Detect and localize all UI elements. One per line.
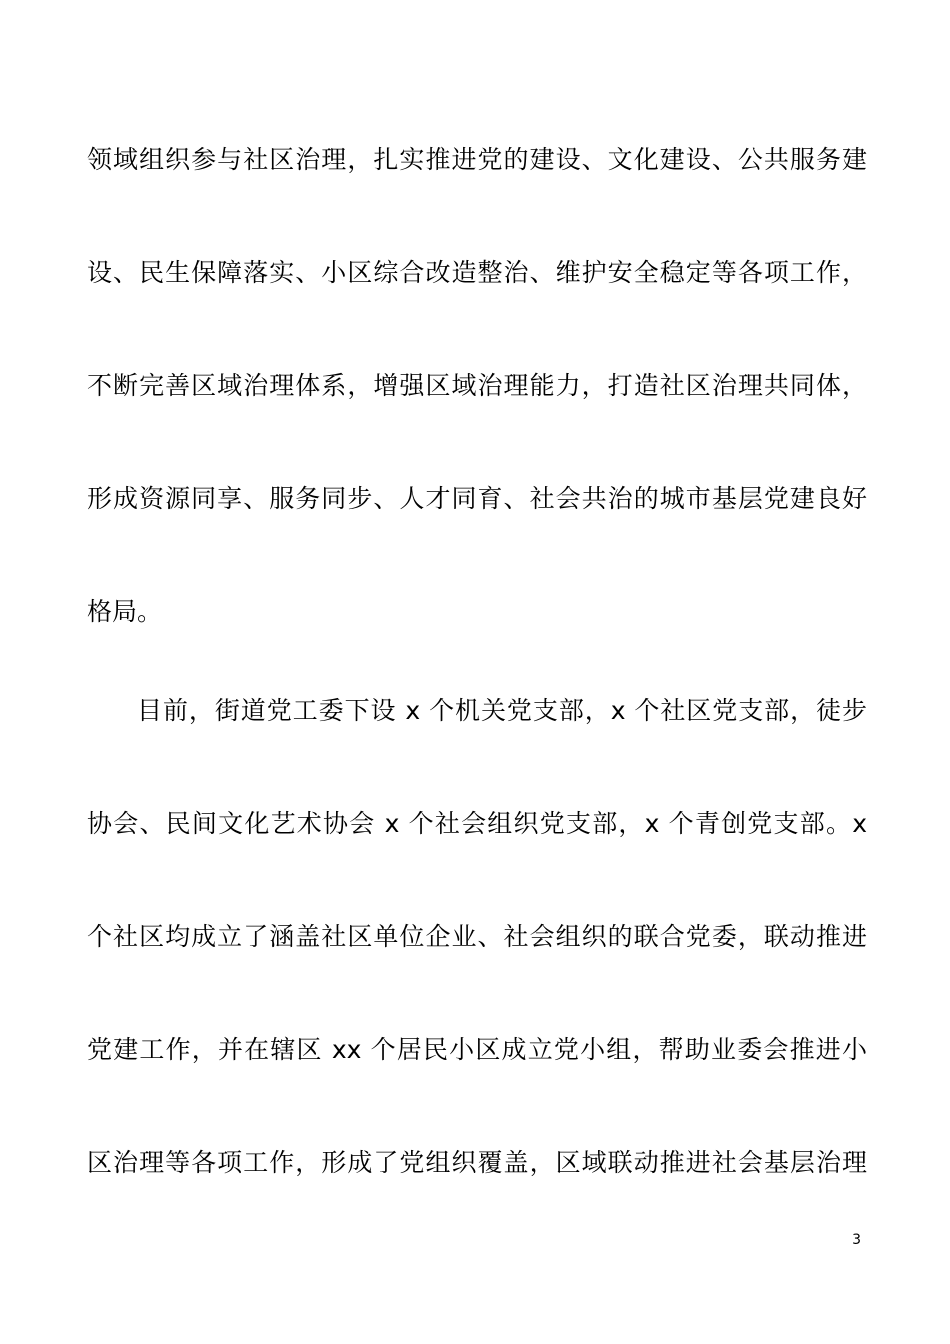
paragraph-1-line-5: 格局。	[87, 597, 163, 626]
paragraph-1-line-4: 形成资源同享、服务同步、人才同育、社会共治的城市基层党建良好	[87, 484, 867, 513]
paragraph-1-line-1: 领域组织参与社区治理，扎实推进党的建设、文化建设、公共服务建	[87, 145, 867, 174]
paragraph-2-line-2: 协会、民间文化艺术协会 x 个社会组织党支部，x 个青创党支部。x	[87, 809, 867, 838]
paragraph-2-line-1: 目前，街道党工委下设 x 个机关党支部，x 个社区党支部，徒步	[137, 696, 867, 725]
paragraph-2-line-5: 区治理等各项工作，形成了党组织覆盖，区域联动推进社会基层治理	[87, 1148, 867, 1177]
paragraph-1-line-3: 不断完善区域治理体系，增强区域治理能力，打造社区治理共同体，	[87, 371, 867, 400]
page-number: 3	[852, 1232, 861, 1248]
paragraph-2-line-4: 党建工作，并在辖区 xx 个居民小区成立党小组，帮助业委会推进小	[87, 1035, 867, 1064]
paragraph-2-line-3: 个社区均成立了涵盖社区单位企业、社会组织的联合党委，联动推进	[87, 922, 867, 951]
paragraph-1-line-2: 设、民生保障落实、小区综合改造整治、维护安全稳定等各项工作，	[87, 258, 867, 287]
